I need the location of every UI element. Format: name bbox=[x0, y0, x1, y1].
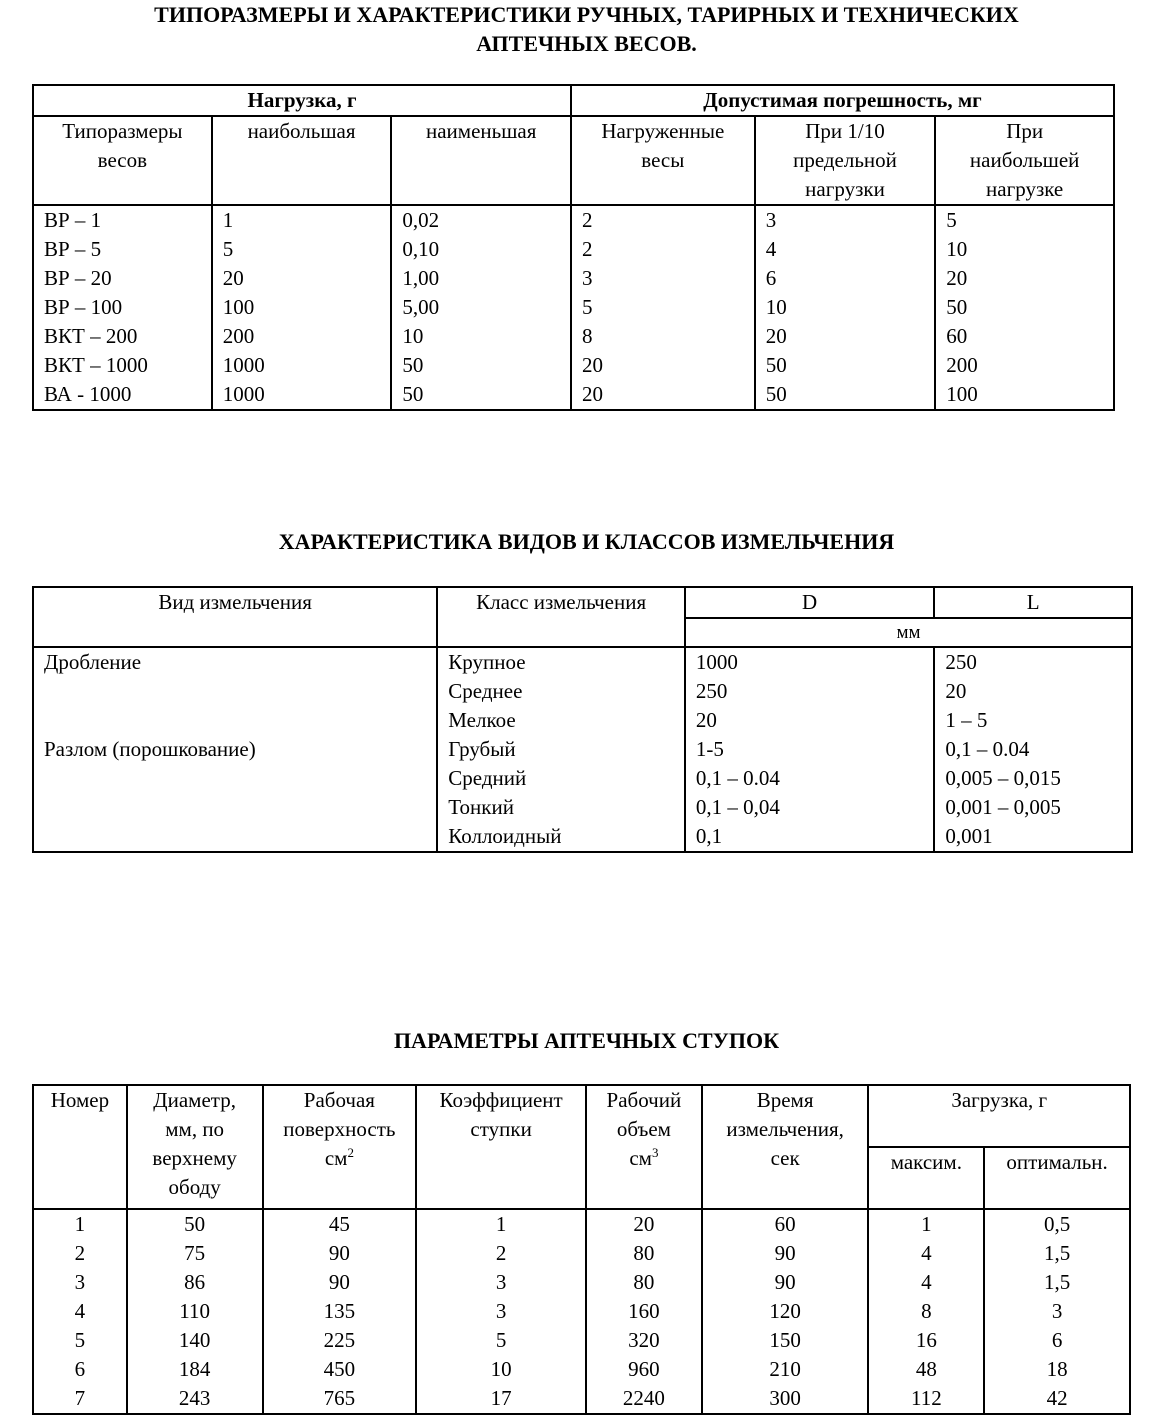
header-max: наибольшая bbox=[212, 116, 392, 205]
header-surface: Рабочая поверхность $см^2$ bbox=[263, 1085, 417, 1209]
header-maxload: При наибольшей нагрузке bbox=[935, 116, 1114, 205]
table-row: 7 243 765 17 2240 300 112 42 bbox=[33, 1384, 1130, 1414]
group-load-header: Нагрузка, г bbox=[247, 88, 357, 112]
grinding-table bbox=[32, 586, 1133, 853]
header-num: Номер bbox=[33, 1085, 127, 1209]
table-row: 3 86 90 3 80 90 4 1,5 bbox=[33, 1268, 1130, 1297]
header-d: D bbox=[685, 587, 934, 618]
table-row: 4 110 135 3 160 120 8 3 bbox=[33, 1297, 1130, 1326]
table-row: Мелкое 20 1 – 5 bbox=[33, 706, 1132, 735]
header-unit: мм bbox=[685, 618, 1132, 647]
table-row: Среднее 250 20 bbox=[33, 677, 1132, 706]
header-tenth: При 1/10 предельной нагрузки bbox=[755, 116, 936, 205]
table-row: ВР – 5 5 0,10 2 4 10 bbox=[33, 235, 1114, 264]
table-row: ВКТ – 200 200 10 8 20 60 bbox=[33, 322, 1114, 351]
table-row: Средний 0,1 – 0.04 0,005 – 0,015 bbox=[33, 764, 1132, 793]
header-type: Типоразмеры весов bbox=[33, 116, 212, 205]
header-coef: Коэффициент ступки bbox=[416, 1085, 586, 1209]
table-row: 1 50 45 1 20 60 1 0,5 bbox=[33, 1209, 1130, 1239]
table-row: Разлом (порошкование) Грубый 1-5 0,1 – 0.04 bbox=[33, 735, 1132, 764]
table-row: Дробление Крупное 1000 250 bbox=[33, 647, 1132, 677]
table-row: ВА - 1000 1000 50 20 50 100 bbox=[33, 380, 1114, 410]
header-l: L bbox=[934, 587, 1132, 618]
table1-title: ТИПОРАЗМЕРЫ И ХАРАКТЕРИСТИКИ РУЧНЫХ, ТАРИРНЫХ И ТЕХНИЧЕСКИХ АПТЕЧНЫХ ВЕСОВ. bbox=[154, 2, 1019, 56]
header-load: Загрузка, г bbox=[868, 1085, 1130, 1147]
header-load-opt: оптимальн. bbox=[984, 1147, 1130, 1209]
mortars-table bbox=[32, 1084, 1131, 1415]
table-row: ВР – 20 20 1,00 3 6 20 bbox=[33, 264, 1114, 293]
table-row: Коллоидный 0,1 0,001 bbox=[33, 822, 1132, 852]
table-row: Тонкий 0,1 – 0,04 0,001 – 0,005 bbox=[33, 793, 1132, 822]
table-row: 6 184 450 10 960 210 48 18 bbox=[33, 1355, 1130, 1384]
group-error-header: Допустимая погрешность, мг bbox=[571, 85, 1114, 116]
header-load-max: максим. bbox=[868, 1147, 984, 1209]
table2-title: ХАРАКТЕРИСТИКА ВИДОВ И КЛАССОВ ИЗМЕЛЬЧЕНИЯ bbox=[278, 529, 895, 554]
header-time: Время измельчения, сек bbox=[702, 1085, 869, 1209]
table-row: ВКТ – 1000 1000 50 20 50 200 bbox=[33, 351, 1114, 380]
table-row: 5 140 225 5 320 150 16 6 bbox=[33, 1326, 1130, 1355]
table3-title: ПАРАМЕТРЫ АПТЕЧНЫХ СТУПОК bbox=[393, 1028, 780, 1053]
header-diam: Диаметр, мм, по верхнему ободу bbox=[127, 1085, 263, 1209]
header-volume: Рабочий объем $см^3$ bbox=[586, 1085, 702, 1209]
table-row: ВР – 1 1 0,02 2 3 5 bbox=[33, 205, 1114, 235]
header-kind: Вид измельчения bbox=[33, 587, 437, 647]
scales-table bbox=[32, 84, 1115, 411]
table-row: 2 75 90 2 80 90 4 1,5 bbox=[33, 1239, 1130, 1268]
header-loaded: Нагруженные весы bbox=[571, 116, 755, 205]
header-class: Класс измельчения bbox=[437, 587, 685, 647]
table-row: ВР – 100 100 5,00 5 10 50 bbox=[33, 293, 1114, 322]
header-min: наименьшая bbox=[391, 116, 571, 205]
